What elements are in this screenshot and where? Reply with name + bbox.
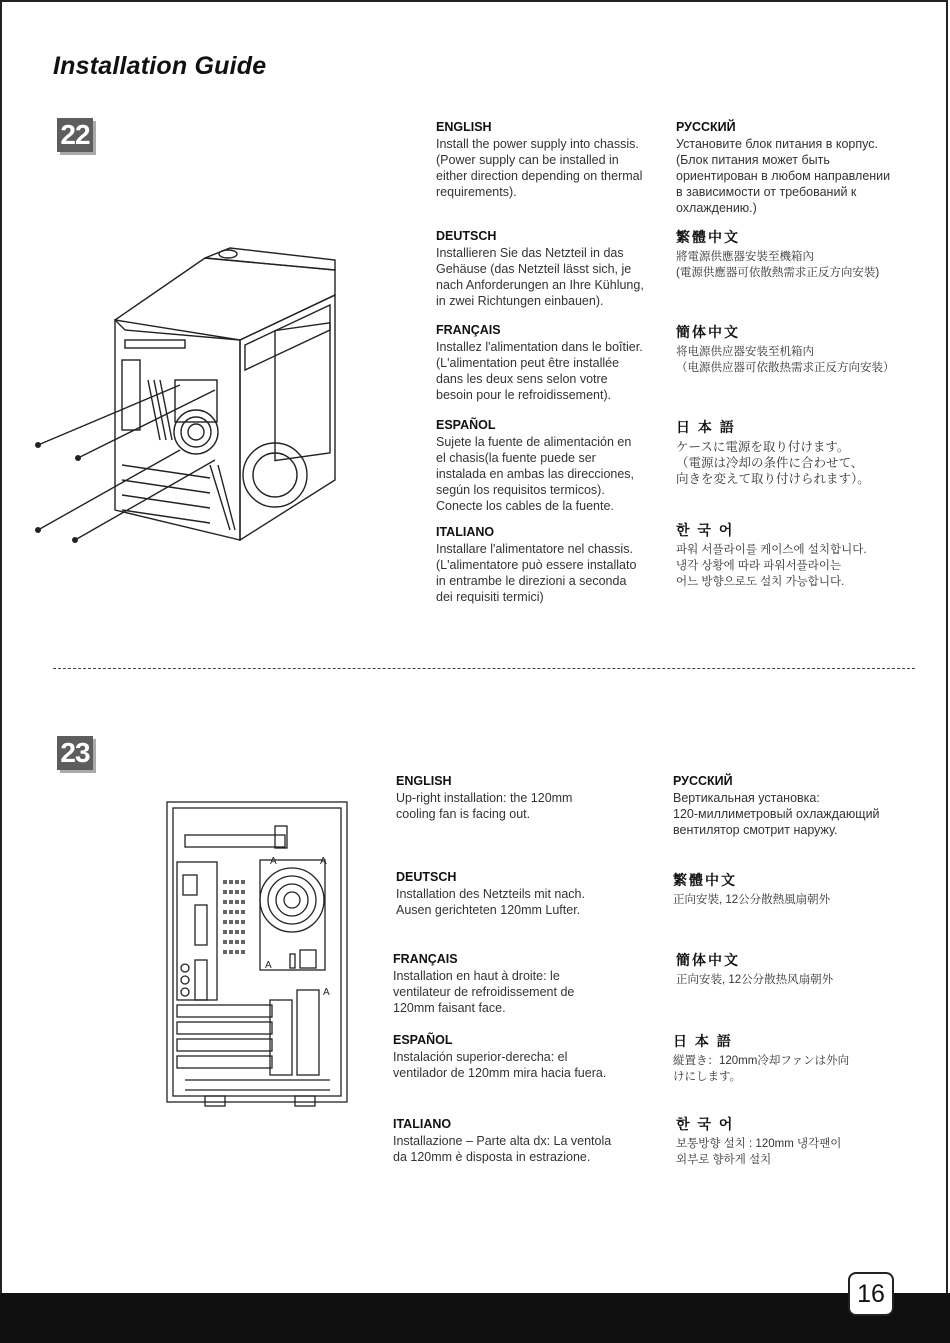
page-number: 16 [848, 1272, 894, 1316]
page-footer-bar [0, 1293, 950, 1343]
lang-heading: 簡体中文 [676, 324, 740, 340]
instruction-text: Install the power supply into chassis. (Power supply can be installed in either direction depending on thermal requirements). [436, 137, 643, 199]
lang-heading: DEUTSCH [396, 870, 457, 884]
lang-heading: 日 本 語 [673, 1033, 733, 1049]
lang-heading: ITALIANO [393, 1117, 452, 1131]
instruction-text: Sujete la fuente de alimentación en el chasis(la fuente puede ser instalada en ambas las direcciones, según los requisitos termicos). Conecte los cables de la fuente. [436, 435, 635, 513]
step23-spanish-block [393, 1033, 653, 1081]
instruction-text: 보통방향 설치 : 120mm 냉각팬이 외부로 향하게 설치 [676, 1138, 842, 1166]
instruction-text: Up-right installation: the 120mm cooling fan is facing out. [396, 791, 573, 821]
step23-simp-chinese-block [676, 950, 936, 988]
step23-french-block [393, 952, 633, 1016]
lang-heading: 繁體中文 [676, 229, 740, 245]
instruction-text: Installation des Netzteils mit nach. Ausen gerichteten 120mm Lufter. [396, 887, 585, 917]
step-number-badge: 23 [57, 736, 93, 770]
lang-heading: 簡体中文 [676, 952, 740, 968]
step23-korean-block [676, 1114, 936, 1168]
lang-heading: РУССКИЙ [676, 120, 736, 134]
lang-heading: РУССКИЙ [673, 774, 733, 788]
step22-spanish-block [436, 418, 676, 514]
lang-heading: DEUTSCH [436, 229, 497, 243]
page-title: Installation Guide [53, 52, 267, 80]
lang-heading: ITALIANO [436, 525, 495, 539]
step23-russian-block [673, 774, 933, 838]
step22-german-block [436, 229, 676, 309]
step22-simp-chinese-block [676, 322, 936, 376]
lang-heading: FRANÇAIS [393, 952, 458, 966]
step23-german-block [396, 870, 636, 918]
instruction-text: 将电源供应器安装至机箱内 （电源供应器可依散热需求正反方向安装） [676, 346, 895, 374]
lang-heading: FRANÇAIS [436, 323, 501, 337]
step23-japanese-block [673, 1031, 933, 1085]
step22-korean-block [676, 520, 936, 590]
step23-trad-chinese-block [673, 870, 933, 908]
chassis-rear-view-diagram [165, 800, 350, 1120]
lang-heading: ENGLISH [396, 774, 452, 788]
step23-italian-block [393, 1117, 653, 1165]
lang-heading: 한 국 어 [676, 1116, 735, 1132]
instruction-text: Вертикальная установка: 120-миллиметровый охлаждающий вентилятор смотрит наружу. [673, 791, 880, 837]
step22-english-block [436, 120, 676, 200]
lang-heading: 繁體中文 [673, 872, 737, 888]
instruction-text: Установите блок питания в корпус. (Блок питания может быть ориентирован в любом направлении в зависимости от требований к охлаждению.) [676, 137, 891, 215]
step23-english-block [396, 774, 636, 822]
lang-heading: ENGLISH [436, 120, 492, 134]
instruction-text: Instalación superior-derecha: el ventilador de 120mm mira hacia fuera. [393, 1050, 607, 1080]
chassis-psu-install-diagram [30, 240, 350, 560]
diagram-label: A [270, 856, 277, 867]
lang-heading: ESPAÑOL [393, 1033, 453, 1047]
step22-trad-chinese-block [676, 227, 936, 281]
instruction-text: 파워 서플라이를 케이스에 설치합니다. 냉각 상황에 따라 파워서플라이는 어느 방향으로도 설치 가능합니다. [676, 544, 867, 588]
section-divider [53, 668, 915, 669]
step22-japanese-block [676, 417, 936, 487]
instruction-text: ケースに電源を取り付けます。 （電源は冷却の条件に合わせて、 向きを変えて取り付けられます）。 [676, 440, 870, 486]
diagram-label: A [320, 856, 327, 867]
lang-heading: ESPAÑOL [436, 418, 496, 432]
instruction-text: 正向安裝, 12公分散熱風扇朝外 [673, 894, 831, 906]
instruction-text: Installieren Sie das Netzteil in das Gehäuse (das Netzteil lässt sich, je nach Anforderungen an Ihre Kühlung, in zwei Richtungen einbauen). [436, 246, 644, 308]
lang-heading: 한 국 어 [676, 522, 735, 538]
instruction-text: 將電源供應器安裝至機箱內 (電源供應器可依散熱需求正反方向安裝) [676, 251, 880, 279]
step22-italian-block [436, 525, 676, 605]
step22-russian-block [676, 120, 936, 216]
lang-heading: 日 本 語 [676, 419, 736, 435]
step22-french-block [436, 323, 676, 403]
instruction-text: Installare l'alimentatore nel chassis. (L'alimentatore può essere installato in entrambe le direzioni a seconda dei requisiti termici) [436, 542, 637, 604]
diagram-label: A [265, 960, 272, 971]
instruction-text: 正向安装, 12公分散热风扇朝外 [676, 974, 834, 986]
instruction-text: Installation en haut à droite: le ventilateur de refroidissement de 120mm faisant face. [393, 969, 575, 1015]
instruction-text: Installez l'alimentation dans le boîtier. (L'alimentation peut être installée dans les deux sens selon votre besoin pour le refroidissement). [436, 340, 643, 402]
step-number-badge: 22 [57, 118, 93, 152]
instruction-text: Installazione – Parte alta dx: La ventola da 120mm è disposta in estrazione. [393, 1134, 612, 1164]
instruction-text: 縦置き：120mm冷却ファンは外向 けにします。 [673, 1055, 850, 1083]
diagram-label: A [323, 987, 330, 998]
